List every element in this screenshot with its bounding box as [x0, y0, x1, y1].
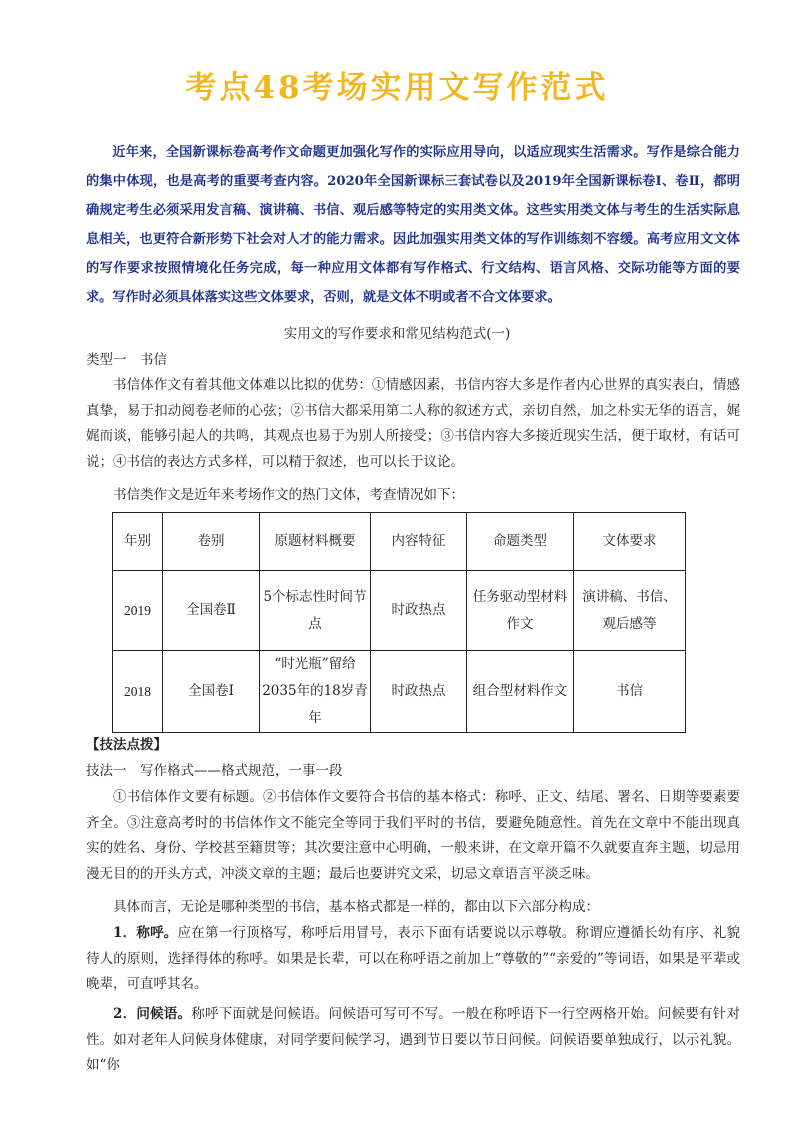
list-item-greeting [86, 1002, 740, 1079]
header-cell: 命题类型 [467, 513, 574, 571]
header-cell: 年别 [113, 513, 163, 571]
table-cell: 2019 [113, 571, 163, 651]
table-cell: 全国卷Ⅰ [163, 651, 260, 733]
exam-table [112, 512, 686, 733]
paragraph-3: ①书信体作文要有标题。②书信体作文要符合书信的基本格式：称呼、正文、结尾、署名、日期等要素要齐全。③注意高考时的书信体作文不能完全等同于我们平时的书信，要避免随意性。首先在文章中不能出现真实的姓名、身份、学校甚至籍贯等；其次要注意中心明确，一般来讲，在文章开篇不久就要直奔主题，切忌用漫无目的的开头方式，冲淡文章的主题；最后也要讲究文采，切忌文章语言平淡乏味。 [86, 789, 740, 882]
header-cell: 卷别 [163, 513, 260, 571]
list-item-salutation [86, 921, 740, 998]
table-cell: 时政热点 [371, 651, 467, 733]
header-cell: 文体要求 [574, 513, 686, 571]
header-cell: 原题材料概要 [260, 513, 371, 571]
section-subtitle: 实用文的写作要求和常见结构范式(一) [283, 326, 511, 342]
table-row [113, 651, 686, 733]
header-cell: 内容特征 [371, 513, 467, 571]
table-cell: 组合型材料作文 [467, 651, 574, 733]
item1-label: 1．称呼。 [113, 925, 178, 941]
item2-text: 称呼下面就是问候语。问候语可写可不写。一般在称呼语下一行空两格开始。问候要有针对性。如对老年人问候身体健康，对同学要问候学习，遇到节日要以节日问候。问候语要单独成行，以示礼貌。如“你 [86, 1006, 740, 1073]
table-cell: 5个标志性时间节点 [260, 571, 371, 651]
table-cell: 任务驱动型材料作文 [467, 571, 574, 651]
table-cell: 全国卷Ⅱ [163, 571, 260, 651]
page-title: 考点48考场实用文写作范式 [185, 70, 609, 106]
table-cell: 2018 [113, 651, 163, 733]
type-label: 类型一 书信 [86, 352, 167, 368]
table-cell: 时政热点 [371, 571, 467, 651]
table-row [113, 571, 686, 651]
paragraph-2: 书信类作文是近年来考场作文的热门文体，考查情况如下： [113, 487, 464, 503]
paragraph-4: 具体而言，无论是哪种类型的书信，基本格式都是一样的，都由以下六部分构成： [113, 899, 599, 915]
table-cell: “时光瓶”留给2035年的18岁青年 [260, 651, 371, 733]
table-header-row [113, 513, 686, 571]
table-cell: 书信 [574, 651, 686, 733]
table-cell: 演讲稿、书信、观后感等 [574, 571, 686, 651]
item2-label: 2．问候语。 [113, 1006, 192, 1022]
intro-paragraph: 近年来，全国新课标卷高考作文命题更加强化写作的实际应用导向，以适应现实生活需求。写作是综合能力的集中体现，也是高考的重要考查内容。2020年全国新课标三套试卷以及2019年全国新课标卷Ⅰ、卷Ⅱ，都明确规定考生必须采用发言稿、演讲稿、书信、观后感等特定的实用类文体。这些实用类文体与考生的生活实际息息相关，也更符合新形势下社会对人才的能力需求。因此加强实用类文体的写作训练刻不容缓。高考应用文文体的写作要求按照情境化任务完成，每一种应用文体都有写作格式、行文结构、语言风格、交际功能等方面的要求。写作时必须具体落实这些文体要求，否则，就是文体不明或者不合文体要求。 [86, 145, 740, 305]
item1-text: 应在第一行顶格写，称呼后用冒号，表示下面有话要说以示尊敬。称谓应遵循长幼有序、礼貌待人的原则，选择得体的称呼。如果是长辈，可以在称呼语之前加上“尊敬的”“亲爱的”等词语，如果是平辈或晚辈，可直呼其名。 [86, 925, 740, 992]
tip1-label: 技法一 写作格式——格式规范，一事一段 [86, 763, 343, 779]
paragraph-1: 书信体作文有着其他文体难以比拟的优势：①情感因素，书信内容大多是作者内心世界的真实表白，情感真挚，易于扣动阅卷老师的心弦；②书信大都采用第二人称的叙述方式，亲切自然，加之朴实无华的语言，娓娓而谈，能够引起人的共鸣，其观点也易于为别人所接受；③书信内容大多接近现实生活，便于取材，有话可说；④书信的表达方式多样，可以精于叙述，也可以长于议论。 [86, 377, 740, 470]
tips-heading: 【技法点拨】 [86, 737, 167, 753]
